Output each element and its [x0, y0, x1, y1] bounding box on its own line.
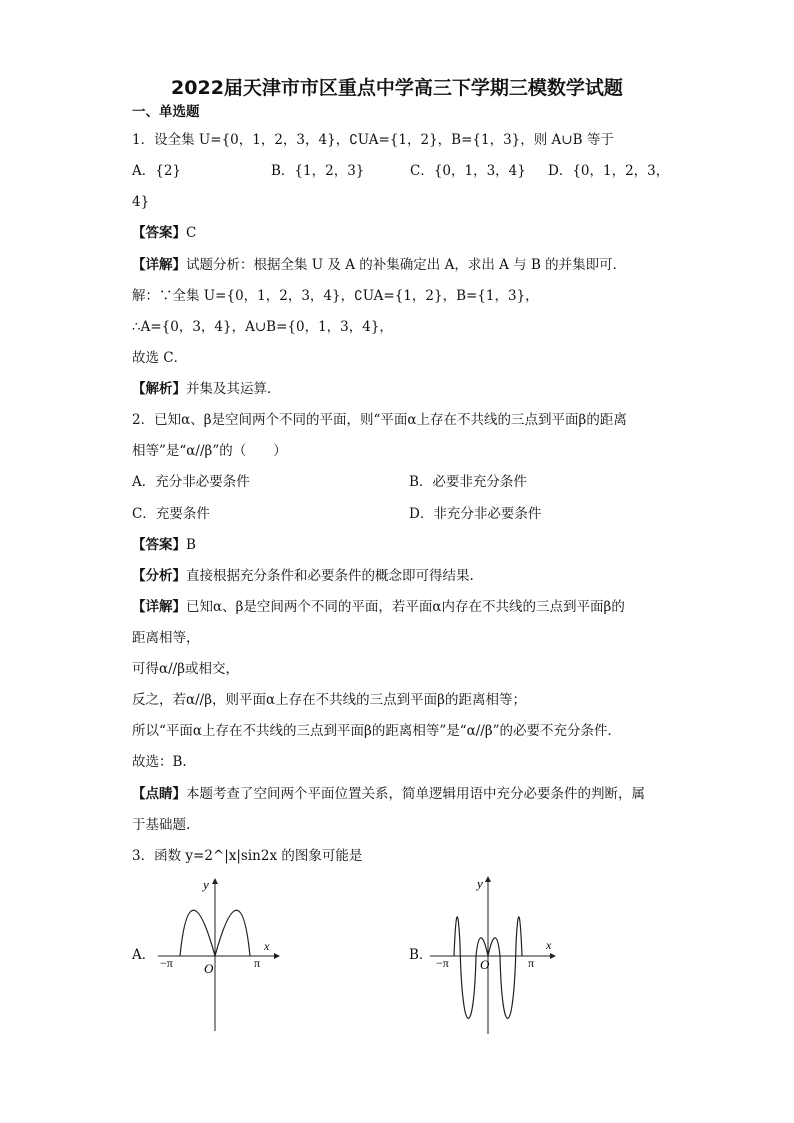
axis-label-x: x	[546, 938, 552, 952]
answer-value: B	[186, 537, 196, 553]
q3-option-b-label: B．	[409, 947, 433, 963]
analysis-text: 直接根据充分条件和必要条件的概念即可得结果.	[186, 568, 474, 584]
answer-tag: 【答案】	[132, 225, 186, 241]
detail-tag: 【详解】	[132, 257, 186, 273]
q2-detail-line-2: 距离相等，	[132, 630, 200, 646]
q1-option-c: C．{0，1，3，4}	[410, 163, 526, 179]
q1-analysis	[132, 380, 281, 398]
y-axis-arrow-icon	[212, 878, 218, 884]
q2-stem-line-1: 2．已知α、β是空间两个不同的平面，则“平面α上存在不共线的三点到平面β的距离	[132, 412, 627, 428]
origin-label: O	[480, 957, 490, 972]
tick-label-neg-pi: −π	[436, 956, 449, 970]
comment-tag: 【点睛】	[132, 786, 186, 802]
q2-comment-line-2: 于基础题.	[132, 817, 191, 833]
page-title: 2022届天津市市区重点中学高三下学期三模数学试题	[171, 77, 623, 99]
q1-stem: 1．设全集 U={0，1，2，3，4}，∁UA={1，2}，B={1，3}，则 A∪B 等于	[132, 132, 614, 148]
y-axis-arrow-icon	[485, 876, 491, 882]
axis-label-y: y	[477, 876, 483, 891]
q1-answer	[132, 224, 196, 242]
x-axis-arrow-icon	[550, 953, 556, 959]
q2-detail-line-4: 反之，若α//β，则平面α上存在不共线的三点到平面β的距离相等；	[132, 692, 526, 708]
comment-text: 本题考查了空间两个平面位置关系，简单逻辑用语中充分必要条件的判断，属	[186, 786, 645, 802]
q2-detail	[132, 598, 625, 616]
q2-detail-line-6: 故选：B.	[132, 754, 187, 770]
q1-option-b: B．{1，2，3}	[271, 163, 365, 179]
q2-detail-line-5: 所以“平面α上存在不共线的三点到平面β的距离相等”是“α//β”的必要不充分条件．	[132, 723, 622, 739]
answer-tag: 【答案】	[132, 537, 186, 553]
q1-option-d: D．{0，1，2，3，	[548, 163, 670, 179]
q3-option-a-label: A．	[132, 947, 156, 963]
q1-solution-line-2: ∴A={0，3，4}，A∪B={0，1，3，4}，	[132, 319, 393, 335]
q2-analysis	[132, 567, 474, 585]
q3-stem: 3．函数 y=2^|x|sin2x 的图象可能是	[132, 848, 363, 864]
tick-label-pi: π	[254, 956, 261, 970]
q1-solution-line-1: 解：∵全集 U={0，1，2，3，4}，∁UA={1，2}，B={1，3}，	[132, 288, 539, 304]
q2-option-b: B．必要非充分条件	[409, 474, 527, 490]
q1-detail	[132, 256, 626, 274]
detail-text: 试题分析：根据全集 U 及 A 的补集确定出 A，求出 A 与 B 的并集即可．	[186, 257, 627, 273]
q2-stem-line-2: 相等”是“α//β”的（ ）	[132, 443, 287, 459]
axis-label-x: x	[264, 939, 270, 953]
q2-answer	[132, 536, 196, 554]
q1-solution-line-3: 故选 C．	[132, 350, 188, 366]
x-axis-arrow-icon	[274, 953, 280, 959]
q2-option-c: C．充要条件	[132, 506, 210, 522]
axis-label-y: y	[203, 877, 209, 892]
q2-option-a: A．充分非必要条件	[132, 474, 250, 490]
detail-text: 已知α、β是空间两个不同的平面，若平面α内存在不共线的三点到平面β的	[186, 599, 625, 615]
q1-option-a: A．{2}	[132, 163, 182, 179]
detail-tag: 【详解】	[132, 599, 186, 615]
tick-label-pi: π	[528, 956, 535, 970]
section-heading: 一、单选题	[132, 104, 200, 120]
analysis-tag: 【解析】	[132, 381, 186, 397]
q3-graph-b	[430, 876, 570, 1036]
q2-option-d: D．非充分非必要条件	[409, 506, 542, 522]
q2-comment	[132, 785, 645, 803]
q3-graph-a	[158, 876, 288, 1036]
origin-label: O	[204, 961, 214, 976]
analysis-text: 并集及其运算．	[186, 381, 281, 397]
answer-value: C	[186, 225, 197, 241]
tick-label-neg-pi: −π	[160, 956, 173, 970]
analysis-tag: 【分析】	[132, 568, 186, 584]
q1-option-d-continued: 4}	[132, 194, 150, 210]
q2-detail-line-3: 可得α//β或相交，	[132, 661, 240, 677]
